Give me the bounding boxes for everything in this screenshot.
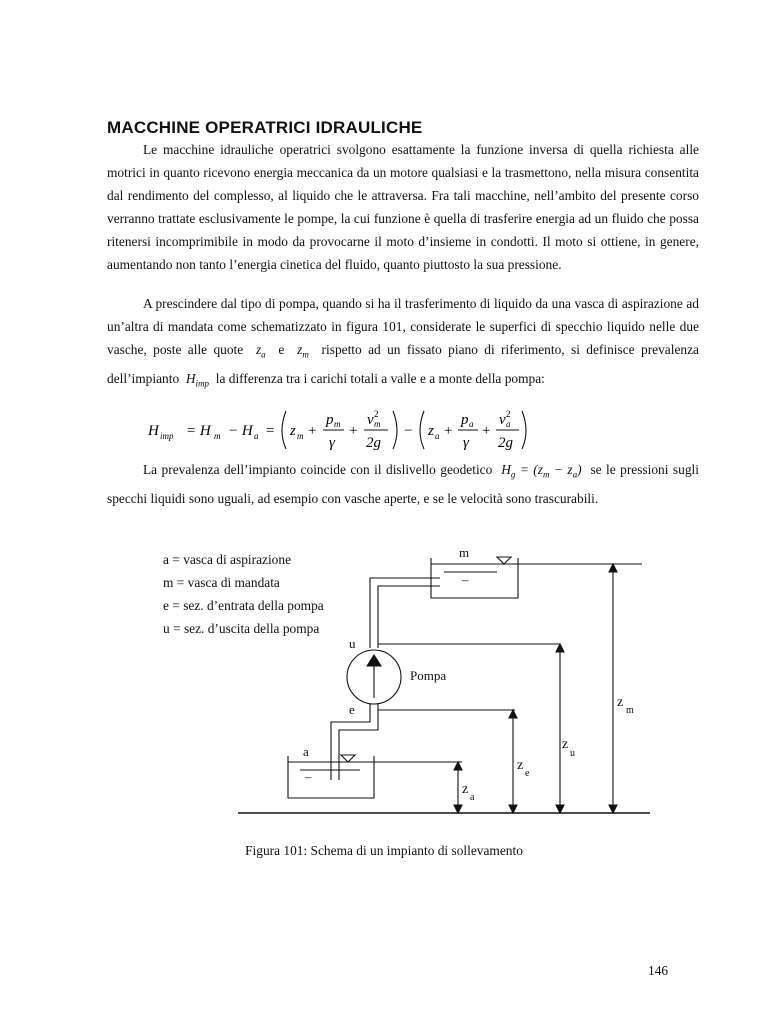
symbol-zm: $z_m$ <box>297 342 309 360</box>
svg-text:p: p <box>326 412 334 428</box>
p2-text-b: e <box>278 342 285 357</box>
svg-text:a: a <box>435 431 440 441</box>
water-level-triangle-icon <box>341 755 355 762</box>
svg-text:+: + <box>308 423 317 439</box>
p3-text-a: La prevalenza dell’impianto coincide con il dislivello geodetico <box>143 462 493 477</box>
delivery-pipe <box>370 578 440 648</box>
p2-text-c: rispetto ad un fissato piano di riferimento, si definisce prevalenza dell’impianto <box>107 342 699 386</box>
symbol-hg: $H_g = (z_m - z_a)$ <box>501 462 582 480</box>
svg-text:z: z <box>290 423 296 439</box>
svg-text:m: m <box>626 705 634 716</box>
label-pompa: Pompa <box>410 668 447 683</box>
paragraph-intro-text: Le macchine idrauliche operatrici svolgono esattamente la funzione inversa di quella richiesta alle motrici in quanto ricevono energia meccanica da un motore qualsiasi e la trasmettono, nella misura consentita dal rendimento del complesso, al liquido che le attraversa. Fra tali macchine, nell’ambito del presente corso verranno trattate esclusivamente le pompe, la cui funzione è quella di trasferire energia ad un fluido che possa ritenersi incomprimibile in modo da provocarne il moto d’insieme in condotti. Il moto si ottiene, in genere, aumentando non tanto l’energia cinetica del fluido, quanto piuttosto la sua pressione. <box>107 142 699 272</box>
label-u: u <box>349 636 356 651</box>
svg-text:m: m <box>297 431 304 441</box>
svg-text:+: + <box>482 423 491 439</box>
svg-text:imp: imp <box>160 431 174 441</box>
p2-text-d: la differenza tra i carichi totali a valle e a monte della pompa: <box>215 370 545 386</box>
svg-text:z: z <box>517 758 524 773</box>
svg-text:γ: γ <box>463 435 469 451</box>
svg-text:v: v <box>367 412 374 428</box>
p2-text-a: A prescindere dal tipo di pompa, quando si ha il trasferimento di liquido da una vasca di aspirazione ad un’altra di mandata come schematizzato in figura 101, considerate le superfici di specchio liquido nelle due vasche, poste alle quote <box>107 296 699 357</box>
symbol-za: $z_a$ <box>255 342 266 360</box>
svg-text:a: a <box>469 419 474 429</box>
legend-item: u = sez. d’uscita della pompa <box>163 621 320 636</box>
svg-text:p: p <box>461 412 469 428</box>
dimension-za <box>454 762 475 813</box>
svg-text:–: – <box>462 572 469 587</box>
svg-text:z: z <box>562 737 569 752</box>
dimension-zu <box>556 644 575 813</box>
svg-text:+: + <box>349 423 358 439</box>
svg-text:2: 2 <box>374 409 379 419</box>
svg-text:v: v <box>499 412 506 428</box>
svg-text:2: 2 <box>506 409 511 419</box>
svg-text:z: z <box>462 782 469 797</box>
figure-caption: Figura 101: Schema di un impianto di sollevamento <box>245 843 523 858</box>
svg-text:−: − <box>404 423 413 439</box>
pump-arrow-icon <box>367 655 381 666</box>
svg-text:–: – <box>305 769 312 784</box>
svg-text:e: e <box>525 768 530 779</box>
svg-text:m: m <box>214 431 221 441</box>
svg-text:a: a <box>506 419 511 429</box>
svg-text:γ: γ <box>329 435 335 451</box>
section-heading: MACCHINE OPERATRICI IDRAULICHE <box>107 118 423 137</box>
legend-item: m = vasca di mandata <box>163 575 280 590</box>
dimension-ze <box>509 710 530 813</box>
formula-lhs: H <box>148 423 159 439</box>
label-a: a <box>303 744 309 759</box>
label-m: m <box>459 545 470 560</box>
water-level-triangle-icon <box>497 557 511 564</box>
svg-text:u: u <box>570 748 575 759</box>
svg-text:2g: 2g <box>366 435 381 451</box>
svg-text:2g: 2g <box>498 435 513 451</box>
legend-item: e = sez. d’entrata della pompa <box>163 598 324 613</box>
svg-text:z: z <box>428 423 434 439</box>
svg-text:= H: = H <box>186 423 211 439</box>
svg-text:a: a <box>470 792 475 803</box>
svg-text:m: m <box>374 419 381 429</box>
svg-text:+: + <box>444 423 453 439</box>
symbol-himp: $H_{imp}$ <box>185 370 210 389</box>
label-e: e <box>349 702 355 717</box>
svg-text:m: m <box>334 419 341 429</box>
p3-text-b: se le pressioni sugli specchi liquidi sono uguali, ad esempio con vasche aperte, e se le velocità sono trascurabili. <box>107 462 699 506</box>
svg-text:=: = <box>266 423 275 439</box>
svg-text:a: a <box>254 431 259 441</box>
svg-text:z: z <box>617 695 624 710</box>
dimension-zm <box>609 564 634 813</box>
legend-item: a = vasca di aspirazione <box>163 552 292 567</box>
svg-text:− H: − H <box>228 423 253 439</box>
page-number: 146 <box>648 963 669 978</box>
